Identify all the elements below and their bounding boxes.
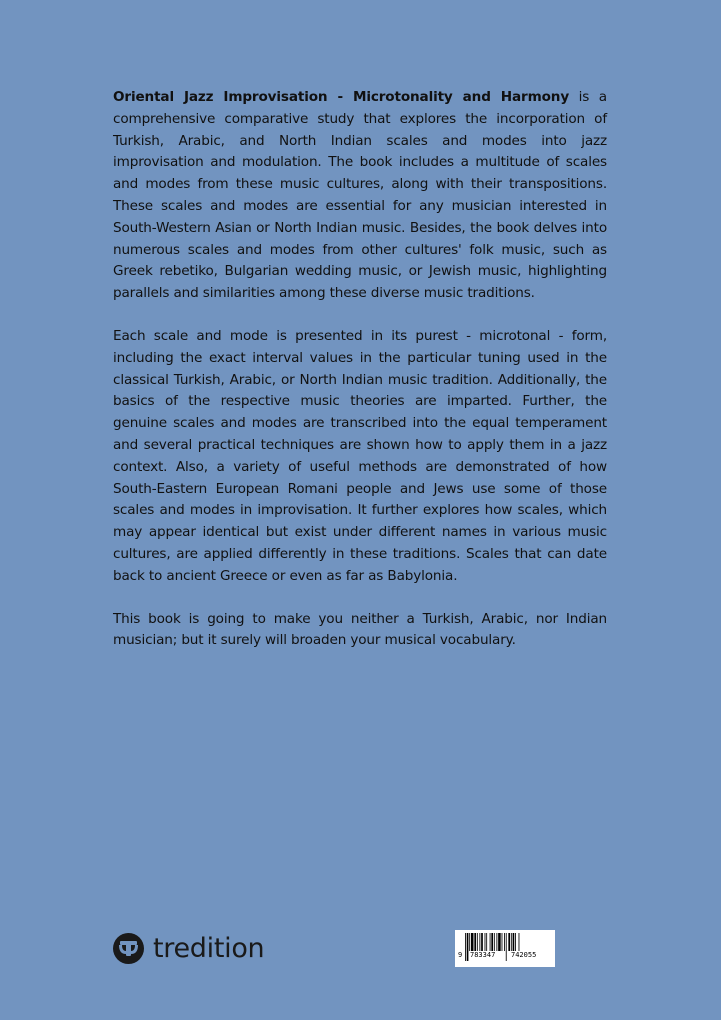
barcode-group-1: 783347 [470, 951, 496, 959]
barcode-bar [469, 933, 470, 951]
barcode-bar [511, 933, 512, 951]
barcode-bar [479, 933, 480, 951]
barcode-lead-digit: 9 [458, 951, 463, 959]
isbn-barcode [455, 930, 555, 967]
blurb-paragraph-1 [113, 87, 607, 305]
barcode-bar [485, 933, 486, 951]
barcode-bar [519, 933, 520, 951]
barcode-bar [508, 933, 510, 951]
barcode-bar [502, 933, 503, 951]
publisher-logo [113, 933, 264, 964]
publisher-name: tredition [153, 933, 265, 964]
barcode-bars [455, 930, 555, 967]
barcode-bar [481, 933, 483, 951]
barcode-bar [490, 933, 491, 951]
barcode-bar [498, 933, 501, 951]
tredition-logo-icon [113, 933, 144, 964]
barcode-bar [515, 933, 516, 951]
barcode-bar [491, 933, 493, 951]
barcode-bar [471, 933, 474, 951]
barcode-bar [496, 933, 497, 951]
barcode-bar [474, 933, 476, 951]
barcode-bar [467, 933, 469, 961]
barcode-bar [477, 933, 478, 951]
barcode-bar [494, 933, 495, 951]
barcode-bar [504, 933, 505, 951]
blurb-paragraph-3: This book is going to make you neither a Turkish, Arabic, nor Indian musician; but it surely will broaden your musical vocabulary. [113, 610, 607, 649]
barcode-bar [506, 933, 507, 961]
blurb-paragraph-2: Each scale and mode is presented in its purest - microtonal - form, including the exact interval values in the particular tuning used in the classical Turkish, Arabic, or North Indian music tradition. Additionally, the basics of the respective music theories are imparted. Further, the genuine scales and modes are transcribed into the equal temperament and several practical techniques are shown how to apply them in a jazz context. Also, a variety of useful methods are demonstrated of how South-Eastern European Romani people and Jews use some of those scales and modes in improvisation. It further explores how scales, which may appear identical but exist under different names in various music cultures, are applied differently in these traditions. Scales that can date back to ancient Greece or even as far as Babylonia. [113, 327, 607, 584]
barcode-bar [486, 933, 487, 951]
barcode-bar [465, 933, 466, 961]
blurb-paragraph-1-text: is a comprehensive comparative study that explores the incorporation of Turkish, Arabic, and North Indian scales and modes into jazz improvisation and modulation. The book includes a multitude of scales and modes from these music cultures, along with their transpositions. These scales and modes are essential for any musician interested in South-Western Asian or North Indian music. Besides, the book delves into numerous scales and modes from other cultures' folk music, such as Greek rebetiko, Bulgarian wedding music, or Jewish music, highlighting parallels and similarities among these diverse music traditions. [113, 89, 607, 302]
barcode-group-2: 742055 [511, 951, 537, 959]
blurb [113, 87, 607, 673]
book-title: Oriental Jazz Improvisation - Microtonality and Harmony [113, 89, 570, 105]
barcode-bar [513, 933, 515, 951]
